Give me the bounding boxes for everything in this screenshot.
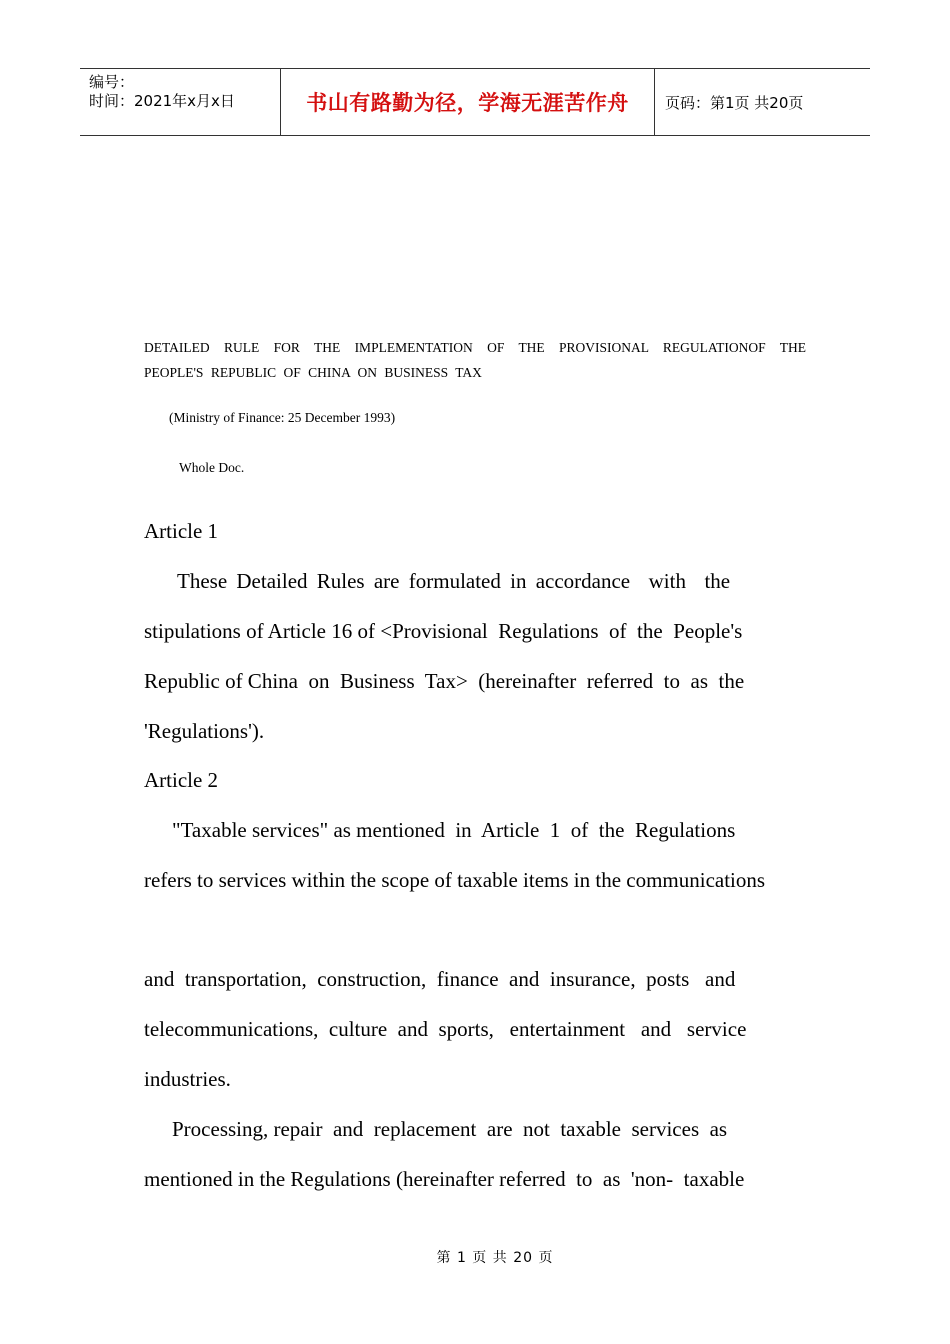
article-1-line-2: stipulations of Article 16 of <Provisional Regulations of the People's xyxy=(144,619,743,643)
number-label: 编号： xyxy=(89,73,135,91)
article-2-line-1: "Taxable services" as mentioned in Article 1 of the Regulations xyxy=(172,818,736,842)
document-source: (Ministry of Finance: 25 December 1993) xyxy=(169,410,396,425)
article-1-heading: Article 1 xyxy=(144,519,219,543)
header-table xyxy=(80,68,870,136)
article-1-line-3: Republic of China on Business Tax> (hereinafter referred to as the xyxy=(144,669,745,693)
whole-doc-link[interactable]: Whole Doc. xyxy=(179,460,245,475)
article-2-heading: Article 2 xyxy=(144,768,219,792)
article-2-line-2: refers to services within the scope of taxable items in the communications xyxy=(144,868,766,892)
article-2-line-4: telecommunications, culture and sports, entertainment and service xyxy=(144,1017,747,1041)
header-page-cell xyxy=(655,69,870,135)
header-info-cell xyxy=(80,69,281,135)
document-title: DETAILED RULE FOR THE IMPLEMENTATION OF THE PROVISIONAL REGULATIONOF THE PEOPLE'S REPUBLIC OF CHINA ON BUSINESS TAX xyxy=(144,340,806,380)
article-2-line-6: Processing, repair and replacement are not taxable services as xyxy=(172,1117,728,1141)
article-1-line-4: 'Regulations'). xyxy=(144,719,265,743)
article-2-line-7: mentioned in the Regulations (hereinafter referred to as 'non- taxable xyxy=(144,1167,745,1191)
page-footer: 第 1 页 共 20 页 xyxy=(436,1250,554,1266)
motto-text: 书山有路勤为径，学海无涯苦作舟 xyxy=(306,91,629,115)
header-motto-cell xyxy=(281,69,655,135)
page-label: 页码：第1页 共20页 xyxy=(665,93,804,112)
time-label: 时间：2021年x月x日 xyxy=(89,92,235,110)
article-2-line-5: industries. xyxy=(144,1067,231,1091)
article-1-line-1: These Detailed Rules are formulated in accordance with the xyxy=(177,569,731,593)
article-2-line-3: and transportation, construction, finance and insurance, posts and xyxy=(144,967,736,991)
